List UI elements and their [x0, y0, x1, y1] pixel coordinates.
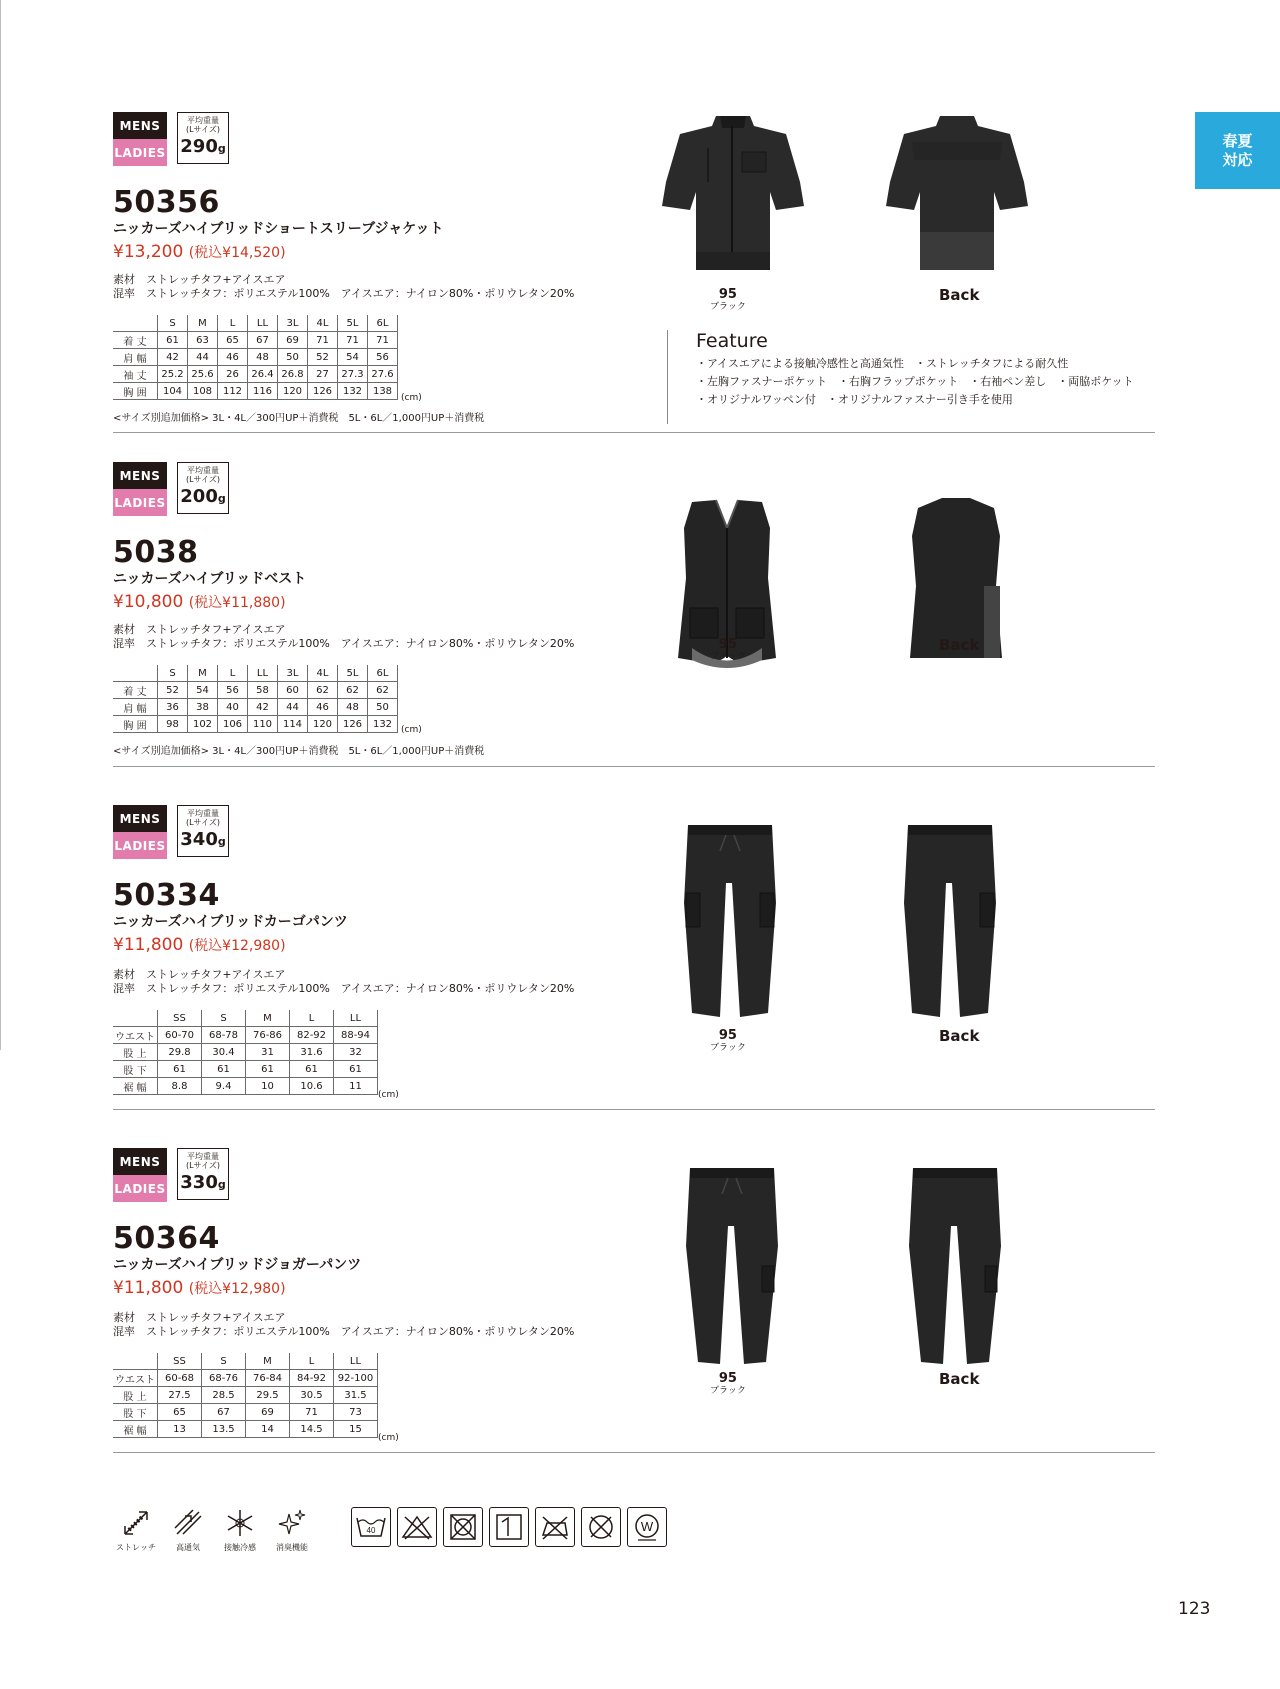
weight-label: 平均重量 (Lサイズ): [185, 809, 221, 827]
table-row: 胸 囲 98 102 106 110 114 120 126 132: [113, 716, 398, 733]
back-caption: Back: [939, 286, 980, 304]
feature-line: ・左胸ファスナーポケット ・右胸フラップポケット ・右袖ペン差し ・両脇ポケット: [696, 375, 1134, 388]
table-row: 袖 丈 25.2 25.6 26 26.4 26.8 27 27.3 27.6: [113, 366, 398, 383]
season-tab: [1195, 112, 1280, 189]
product-name: ニッカーズハイブリッドショートスリーブジャケット: [113, 221, 444, 237]
table-row: ウエスト 60-68 68-76 76-84 84-92 92-100: [113, 1370, 378, 1387]
line-dry-icon: [489, 1507, 529, 1547]
cool-touch-icon: [225, 1508, 255, 1538]
table-row: 裾 幅 8.8 9.4 10 10.6 11: [113, 1078, 378, 1095]
material-line: 素材 ストレッチタフ+アイスエア: [113, 273, 286, 286]
jogger-pants-front-image: [682, 1166, 782, 1371]
table-row: 裾 幅 13 13.5 14 14.5 15: [113, 1421, 378, 1438]
weight-box: [177, 1148, 229, 1200]
gender-badge: [113, 112, 167, 166]
section-divider: [113, 766, 1155, 767]
care-icons: [351, 1507, 667, 1547]
material-line: 素材 ストレッチタフ+アイスエア: [113, 968, 286, 981]
weight-box: [177, 112, 229, 164]
blend-line: 混率 ストレッチタフ：ポリエステル100% アイスエア：ナイロン80%・ポリウレタン20%: [113, 1325, 575, 1338]
weight-value: 330g: [180, 1172, 226, 1193]
weight-value: 200g: [180, 486, 226, 507]
color-caption: 95 ブラック: [710, 1028, 746, 1053]
unit-cm: (cm): [378, 1090, 399, 1100]
weight-box: [177, 805, 229, 857]
back-caption: Back: [939, 1370, 980, 1388]
table-row: 股 下 65 67 69 71 73: [113, 1404, 378, 1421]
weight-value: 290g: [180, 136, 226, 157]
ladies-label: LADIES: [113, 489, 167, 516]
cargo-pants-front-image: [680, 823, 780, 1023]
unit-cm: (cm): [401, 393, 422, 403]
material-line: 素材 ストレッチタフ+アイスエア: [113, 1311, 286, 1324]
ventilation-icon: [173, 1508, 203, 1538]
blend-line: 混率 ストレッチタフ：ポリエステル100% アイスエア：ナイロン80%・ポリウレタン20%: [113, 982, 575, 995]
ladies-label: LADIES: [113, 1175, 167, 1202]
season-tab-line2: 対応: [1222, 150, 1253, 169]
size-table: SS S M L LL ウエスト 60-70 68-78 76-86 82-92 88-94 股 上 29.8 30.4 31 31.6 32 股 下 61 61 61 61 61 裾 幅 8.8 9.4 10 10.6 11: [113, 1010, 378, 1095]
size-price-note: <サイズ別追加価格> 3L・4L／300円UP＋消費税 5L・6L／1,000円UP＋消費税: [113, 746, 485, 757]
feature-box: [667, 330, 1134, 424]
size-price-note: <サイズ別追加価格> 3L・4L／300円UP＋消費税 5L・6L／1,000円UP＋消費税: [113, 413, 485, 424]
table-row: 股 上 29.8 30.4 31 31.6 32: [113, 1044, 378, 1061]
product-number: 5038: [113, 535, 199, 570]
product-price: ¥11,800 (税込¥12,980): [113, 1278, 286, 1298]
table-row: 着 丈 52 54 56 58 60 62 62 62: [113, 682, 398, 699]
section-divider: [113, 1452, 1155, 1453]
color-caption: 95 ブラック: [710, 637, 746, 662]
mens-label: MENS: [113, 1148, 167, 1175]
size-table: S M L LL 3L 4L 5L 6L 着 丈 61 63 65 67 69 71 71 71 肩 幅 42 44 46 48 50 52 54 56 袖 丈 25.2 25.6 26 26.4 26.8 27 27.3 27.6 胸 囲 104 108 112 116 120 126 132 138: [113, 315, 398, 400]
function-item: 高通気: [165, 1508, 211, 1553]
jacket-back-image: [882, 112, 1032, 277]
table-row: ウエスト 60-70 68-78 76-86 82-92 88-94: [113, 1027, 378, 1044]
weight-label: 平均重量 (Lサイズ): [185, 1152, 221, 1170]
function-item: 接触冷感: [217, 1508, 263, 1553]
table-row: 肩 幅 36 38 40 42 44 46 48 50: [113, 699, 398, 716]
feature-title: Feature: [696, 330, 768, 352]
wet-clean-icon: [627, 1507, 667, 1547]
weight-box: [177, 462, 229, 514]
deodorant-icon: [277, 1508, 307, 1538]
gender-badge: [113, 1148, 167, 1202]
weight-label: 平均重量 (Lサイズ): [185, 466, 221, 484]
iron-icon: [535, 1507, 575, 1547]
color-caption: 95 ブラック: [710, 287, 746, 312]
product-price: ¥11,800 (税込¥12,980): [113, 935, 286, 955]
left-margin-line: [0, 0, 1, 1050]
table-row: 股 上 27.5 28.5 29.5 30.5 31.5: [113, 1387, 378, 1404]
size-table: SS S M L LL ウエスト 60-68 68-76 76-84 84-92 92-100 股 上 27.5 28.5 29.5 30.5 31.5 股 下 65 67 69 71 73 裾 幅 13 13.5 14 14.5 15: [113, 1353, 378, 1438]
section-divider: [113, 432, 1155, 433]
gender-badge: [113, 805, 167, 859]
section-divider: [113, 1109, 1155, 1110]
feature-line: ・オリジナルワッペン付 ・オリジナルファスナー引き手を使用: [696, 393, 1013, 406]
unit-cm: (cm): [378, 1433, 399, 1443]
gender-badge: [113, 462, 167, 516]
stretch-icon: [121, 1508, 151, 1538]
ladies-label: LADIES: [113, 832, 167, 859]
no-tumble-dry-icon: [443, 1507, 483, 1547]
unit-cm: (cm): [401, 725, 422, 735]
function-item: 消臭機能: [269, 1508, 315, 1553]
mens-label: MENS: [113, 805, 167, 832]
product-name: ニッカーズハイブリッドカーゴパンツ: [113, 914, 348, 930]
table-row: 胸 囲 104 108 112 116 120 126 132 138: [113, 383, 398, 400]
color-caption: 95 ブラック: [710, 1371, 746, 1396]
mens-label: MENS: [113, 462, 167, 489]
material-line: 素材 ストレッチタフ+アイスエア: [113, 623, 286, 636]
svg-text:W: W: [640, 1519, 654, 1534]
weight-label: 平均重量 (Lサイズ): [185, 116, 221, 134]
no-dryclean-icon: [581, 1507, 621, 1547]
season-tab-line1: 春夏: [1222, 131, 1253, 150]
svg-text:40: 40: [366, 1526, 376, 1535]
blend-line: 混率 ストレッチタフ：ポリエステル100% アイスエア：ナイロン80%・ポリウレタン20%: [113, 637, 575, 650]
ladies-label: LADIES: [113, 139, 167, 166]
product-name: ニッカーズハイブリッドベスト: [113, 571, 307, 587]
back-caption: Back: [939, 1027, 980, 1045]
table-row: 着 丈 61 63 65 67 69 71 71 71: [113, 332, 398, 349]
no-bleach-icon: [397, 1507, 437, 1547]
jogger-pants-back-image: [905, 1166, 1005, 1371]
function-icons: [113, 1508, 315, 1553]
table-row: 股 下 61 61 61 61 61: [113, 1061, 378, 1078]
table-row: 肩 幅 42 44 46 48 50 52 54 56: [113, 349, 398, 366]
back-caption: Back: [939, 636, 980, 654]
feature-line: ・アイスエアによる接触冷感性と高通気性 ・ストレッチタフによる耐久性: [696, 357, 1069, 370]
page-number: 123: [1178, 1599, 1211, 1619]
mens-label: MENS: [113, 112, 167, 139]
function-item: ストレッチ: [113, 1508, 159, 1553]
product-number: 50334: [113, 878, 220, 913]
product-number: 50356: [113, 185, 220, 220]
jacket-front-image: [658, 112, 808, 277]
product-name: ニッカーズハイブリッドジョガーパンツ: [113, 1257, 362, 1273]
size-table: S M L LL 3L 4L 5L 6L 着 丈 52 54 56 58 60 62 62 62 肩 幅 36 38 40 42 44 46 48 50 胸 囲 98 102 106 110 114 120 126 132: [113, 665, 398, 733]
cargo-pants-back-image: [900, 823, 1000, 1023]
feature-list: [696, 355, 1134, 409]
product-price: ¥13,200 (税込¥14,520): [113, 242, 286, 262]
product-number: 50364: [113, 1221, 220, 1256]
wash-40-icon: [351, 1507, 391, 1547]
product-price: ¥10,800 (税込¥11,880): [113, 592, 286, 612]
blend-line: 混率 ストレッチタフ：ポリエステル100% アイスエア：ナイロン80%・ポリウレタン20%: [113, 287, 575, 300]
weight-value: 340g: [180, 829, 226, 850]
